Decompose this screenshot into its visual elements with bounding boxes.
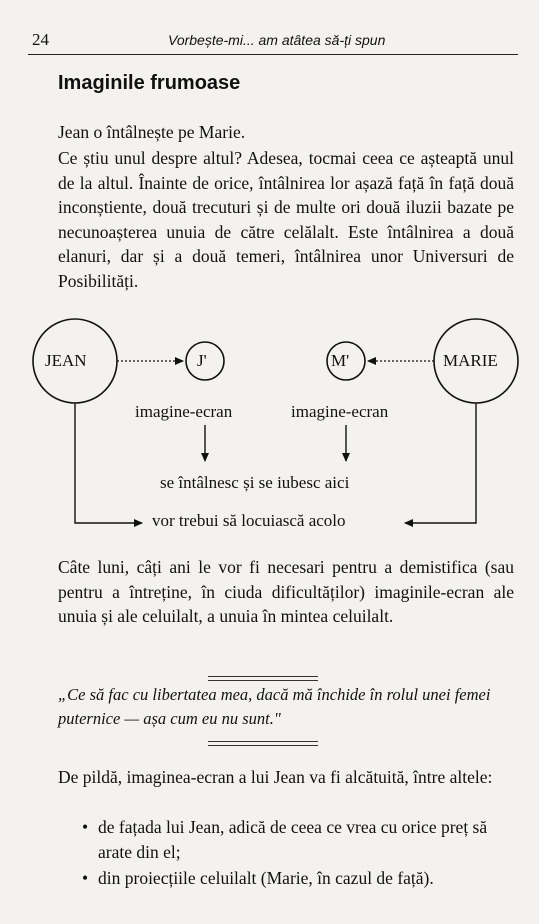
bullet-icon: • — [82, 817, 89, 837]
paragraph-demystify: Câte luni, câți ani le vor fi necesari pentru a demistifica (sau pentru a întreține, în ciuda dificultăților) imaginile-ecran ale unuia și ale celuilalt, a unuia în mintea celuilalt. — [58, 557, 514, 626]
quote-text: „Ce să fac cu libertatea mea, dacă mă închide în rolul unei femei puternice — așa cum eu nu sunt." — [58, 685, 491, 728]
left-screen-label: imagine-ecran — [135, 402, 233, 421]
quote-rule-top-2 — [208, 680, 318, 681]
meet-label: se întâlnesc și se iubesc aici — [160, 473, 350, 492]
page-number: 24 — [32, 30, 49, 49]
jean-bottom-arrow — [75, 403, 142, 523]
jean-label: JEAN — [45, 351, 87, 370]
running-title: Vorbește-mi... am atâtea să-ți spun — [168, 32, 386, 48]
quote-rule-top — [208, 676, 318, 677]
bullet-list — [82, 815, 522, 893]
diagram-lines — [0, 315, 539, 540]
paragraph-expectations: Ce știu unul despre altul? Adesea, tocmai ceea ce așteaptă unul de la altul. Înainte de orice, întâlnirea lor așază față în față două inconștiente, două trecuturi și de multe ori două iluzii bazate pe necunoașterea unuia de către celălalt. Este întâlnirea a două elanuri, dar și a două temeri, întâlnirea unor Universuri de Posibilități. — [58, 148, 514, 291]
quote-rule-bottom — [208, 741, 318, 742]
bullet-text: din proiecțiile celuilalt (Marie, în cazul de față). — [98, 868, 434, 888]
bullet-icon: • — [82, 868, 89, 888]
right-screen-label: imagine-ecran — [291, 402, 389, 421]
marie-bottom-arrow — [405, 403, 476, 523]
bullet-text: de fațada lui Jean, adică de ceea ce vrea cu orice preț să arate din el; — [98, 817, 488, 862]
m-prime-label: M' — [331, 351, 350, 370]
j-prime-label: J' — [197, 351, 207, 370]
quote-rule-bottom-2 — [208, 745, 318, 746]
list-item — [82, 866, 522, 891]
list-item — [82, 815, 522, 864]
marie-label: MARIE — [443, 351, 498, 370]
page-header — [28, 30, 518, 55]
paragraph-example: De pildă, imaginea-ecran a lui Jean va fi alcătuită, între altele: — [58, 767, 493, 787]
live-label: vor trebui să locuiască acolo — [152, 511, 346, 530]
paragraph-intro: Jean o întâlnește pe Marie. — [58, 122, 246, 142]
screen-image-diagram — [0, 315, 539, 540]
section-title: Imaginile frumoase — [58, 72, 241, 94]
